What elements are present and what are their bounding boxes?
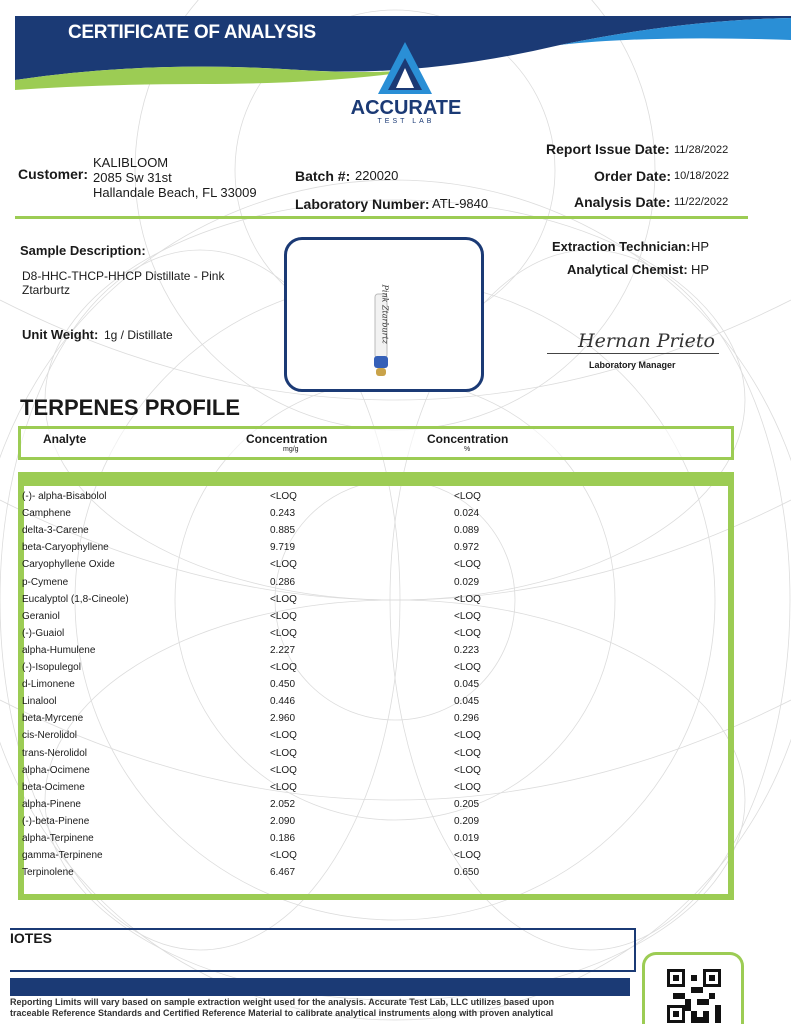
analytical-chemist-label: Analytical Chemist: [567, 262, 688, 277]
signature-line [547, 353, 719, 354]
concentration-mg-cell: 0.186 [270, 833, 296, 844]
analyte-cell: (-)- alpha-Bisabolol [22, 491, 107, 502]
concentration-mg-cell: <LOQ [270, 662, 297, 673]
order-date-label: Order Date: [594, 168, 672, 184]
terpenes-title: TERPENES PROFILE [20, 395, 241, 420]
concentration-pct-cell: <LOQ [454, 491, 481, 502]
concentration-pct-cell: 0.209 [454, 815, 480, 827]
concentration-pct-cell: 0.019 [454, 833, 480, 844]
terpenes-header-box [18, 426, 734, 460]
analyte-cell: alpha-Humulene [22, 644, 96, 656]
concentration-pct-cell: <LOQ [454, 730, 481, 742]
concentration-mg-cell: 6.467 [270, 867, 296, 879]
analyte-cell: cis-Nerolidol [22, 730, 78, 742]
concentration-mg-cell: <LOQ [270, 764, 297, 776]
col-analyte: Analyte [43, 432, 87, 446]
terpenes-table-box [18, 472, 734, 900]
concentration-pct-cell: 0.296 [454, 713, 480, 725]
col-concentration-pct: Concentration [427, 432, 509, 446]
concentration-mg-cell: <LOQ [270, 559, 297, 571]
concentration-mg-cell: <LOQ [270, 610, 297, 622]
col-concentration-mg: Concentration [246, 432, 328, 446]
concentration-pct-cell: <LOQ [454, 781, 481, 793]
concentration-mg-cell: 2.227 [270, 644, 296, 656]
lab-number-label: Laboratory Number: [295, 196, 430, 212]
unit-weight-label: Unit Weight: [22, 327, 99, 342]
vial-label: Pink Ztarburtz [380, 284, 390, 344]
analyte-cell: beta-Ocimene [22, 781, 85, 793]
customer-address-2: Hallandale Beach, FL 33009 [93, 185, 257, 200]
concentration-mg-cell: <LOQ [270, 627, 297, 639]
concentration-mg-cell: 0.286 [270, 576, 296, 588]
concentration-pct-cell: <LOQ [454, 764, 481, 776]
concentration-pct-cell: 0.029 [454, 576, 480, 588]
analyte-cell: (-)-beta-Pinene [22, 815, 90, 827]
sample-photo-frame [284, 237, 484, 392]
customer-address-1: 2085 Sw 31st [93, 170, 172, 185]
lab-number-value: ATL-9840 [432, 196, 489, 211]
brand-name: ACCURATE [350, 97, 462, 119]
concentration-pct-cell: 0.650 [454, 867, 480, 879]
document-title: CERTIFICATE OF ANALYSIS [68, 22, 316, 43]
notes-label: IOTES [10, 930, 53, 946]
footer-line-2: traceable Reference Standards and Certified Reference Material to calibrate analytical instruments along with proven analytical [10, 1008, 554, 1018]
analyte-cell: alpha-Terpinene [22, 833, 94, 844]
sample-description-value-1: D8-HHC-THCP-HHCP Distillate - Pink [22, 269, 225, 283]
footer-bar [10, 978, 630, 996]
concentration-mg-cell: 2.090 [270, 815, 296, 827]
concentration-mg-cell: <LOQ [270, 730, 297, 742]
concentration-mg-cell: 0.450 [270, 679, 296, 691]
analyte-cell: p-Cymene [22, 576, 69, 588]
batch-label: Batch #: [295, 168, 351, 184]
concentration-mg-cell: <LOQ [270, 850, 297, 862]
concentration-mg-cell: <LOQ [270, 491, 297, 502]
analyte-cell: alpha-Pinene [22, 798, 81, 810]
extraction-technician-value: HP [691, 239, 710, 254]
customer-label: Customer: [18, 166, 89, 182]
concentration-mg-cell: <LOQ [270, 747, 297, 759]
qr-code-icon [667, 969, 721, 1023]
unit-weight-value: 1g / Distillate [104, 328, 173, 342]
notes-box [10, 928, 636, 972]
concentration-pct-cell: 0.024 [454, 508, 480, 520]
concentration-pct-cell: <LOQ [454, 662, 481, 673]
concentration-pct-cell: <LOQ [454, 850, 481, 862]
brand-subtitle: TEST LAB [377, 118, 435, 125]
concentration-mg-cell: <LOQ [270, 781, 297, 793]
analyte-cell: Camphene [22, 508, 71, 520]
footer-line-1: Reporting Limits will vary based on sample extraction weight used for the analysis. Accurate Test Lab, LLC utilizes based upon [10, 997, 555, 1007]
concentration-pct-cell: 0.972 [454, 542, 480, 554]
concentration-pct-cell: <LOQ [454, 747, 481, 759]
analyte-cell: Eucalyptol (1,8-Cineole) [22, 593, 129, 605]
analyte-cell: d-Limonene [22, 679, 75, 691]
concentration-pct-cell: 0.223 [454, 644, 480, 656]
col-concentration-pct-unit: % [464, 446, 471, 453]
concentration-mg-cell: 2.960 [270, 713, 296, 725]
concentration-pct-cell: <LOQ [454, 559, 481, 571]
sample-description-value-2: Ztarburtz [22, 283, 71, 297]
analyte-cell: Linalool [22, 696, 57, 708]
analyte-cell: Caryophyllene Oxide [22, 559, 115, 571]
concentration-mg-cell: 0.243 [270, 508, 296, 520]
concentration-mg-cell: 9.719 [270, 542, 296, 554]
concentration-pct-cell: 0.045 [454, 696, 480, 708]
concentration-pct-cell: <LOQ [454, 610, 481, 622]
concentration-pct-cell: <LOQ [454, 593, 481, 605]
batch-value: 220020 [355, 168, 399, 183]
analyte-cell: (-)-Guaiol [22, 627, 65, 639]
analyte-cell: beta-Myrcene [22, 713, 84, 725]
concentration-pct-cell: 0.089 [454, 525, 480, 537]
analyte-cell: alpha-Ocimene [22, 764, 90, 776]
concentration-pct-cell: 0.205 [454, 798, 480, 810]
customer-name: KALIBLOOM [93, 155, 169, 170]
analyte-cell: beta-Caryophyllene [22, 542, 109, 554]
extraction-technician-label: Extraction Technician: [552, 239, 691, 254]
divider-line [15, 216, 748, 219]
footer-disclaimer [10, 997, 600, 1019]
concentration-mg-cell: 2.052 [270, 798, 296, 810]
analysis-date-value: 11/22/2022 [674, 196, 729, 208]
report-date-label: Report Issue Date: [546, 141, 670, 157]
report-date-value: 11/28/2022 [674, 144, 729, 156]
concentration-mg-cell: 0.885 [270, 525, 296, 537]
order-date-value: 10/18/2022 [674, 170, 730, 182]
concentration-pct-cell: 0.045 [454, 679, 480, 691]
analyte-cell: gamma-Terpinene [22, 850, 103, 862]
analytical-chemist-value: HP [691, 262, 710, 277]
sample-description-label: Sample Description: [20, 243, 146, 258]
concentration-pct-cell: <LOQ [454, 627, 481, 639]
manager-label: Laboratory Manager [589, 360, 676, 370]
analyte-cell: delta-3-Carene [22, 525, 89, 537]
analyte-cell: (-)-Isopulegol [22, 662, 81, 673]
accurate-logo-icon [376, 40, 434, 96]
concentration-mg-cell: 0.446 [270, 696, 296, 708]
manager-signature: Hernan Prieto [578, 330, 715, 352]
analyte-cell: Geraniol [22, 610, 60, 622]
analyte-cell: Terpinolene [22, 867, 74, 879]
analysis-date-label: Analysis Date: [574, 194, 671, 210]
col-concentration-mg-unit: mg/g [283, 446, 299, 453]
qr-frame [642, 952, 744, 1024]
concentration-mg-cell: <LOQ [270, 593, 297, 605]
analyte-cell: trans-Nerolidol [22, 747, 88, 759]
